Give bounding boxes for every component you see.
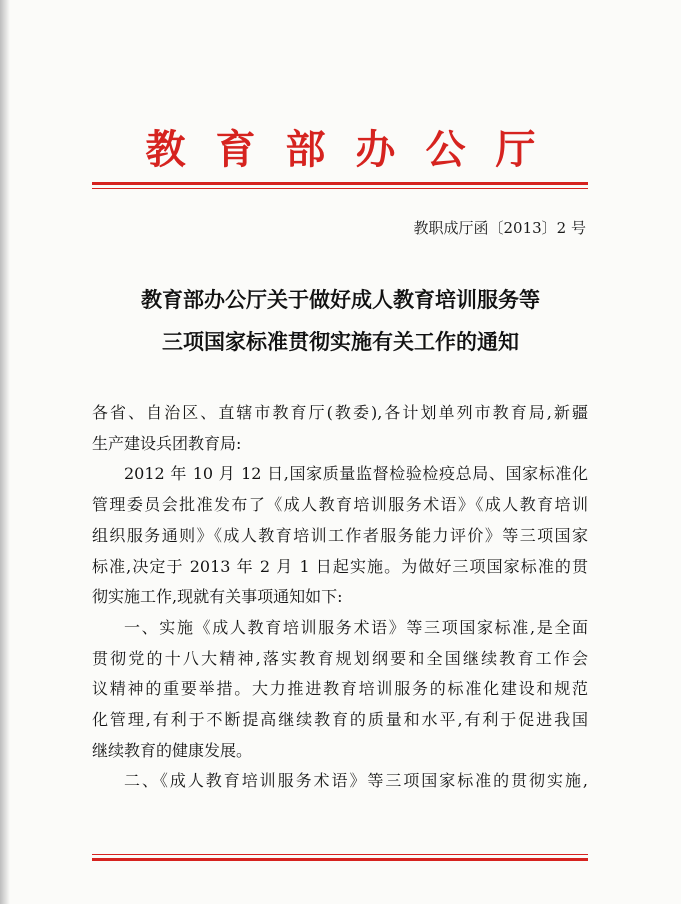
document-number: 教职成厅函〔2013〕2 号	[413, 219, 586, 237]
paragraph-3-line: 二、《成人教育培训服务术语》等三项国家标准的贯彻实施,	[124, 771, 588, 791]
document-body	[92, 398, 588, 797]
document-title-line-2: 三项国家标准贯彻实施有关工作的通知	[162, 329, 519, 354]
paragraph-2-line: 继续教育的健康发展。	[92, 740, 253, 760]
paragraph-1-line: 管理委员会批准发布了《成人教育培训服务术语》《成人教育培训	[92, 495, 588, 515]
paragraph-2-line: 贯彻党的十八大精神,落实教育规划纲要和全国继续教育工作会	[92, 648, 588, 668]
paragraph-1-line: 2012 年 10 月 12 日,国家质量监督检验检疫总局、国家标准化	[124, 464, 588, 484]
paragraph-2-line: 议精神的重要举措。大力推进教育培训服务的标准化建设和规范	[92, 679, 588, 699]
issuing-organization-header: 教育部办公厅	[145, 126, 566, 173]
footer-rule-thick	[92, 858, 588, 861]
paragraph-2-line: 化管理,有利于不断提高继续教育的质量和水平,有利于促进我国	[92, 710, 588, 730]
header-rule-thin	[92, 188, 588, 189]
paragraph-1-line: 标准,决定于 2013 年 2 月 1 日起实施。为做好三项国家标准的贯	[92, 556, 588, 576]
paragraph-1-line: 组织服务通则》《成人教育培训工作者服务能力评价》等三项国家	[92, 525, 588, 545]
salutation-line: 生产建设兵团教育局:	[92, 433, 242, 453]
paragraph-2-line: 一、实施《成人教育培训服务术语》等三项国家标准,是全面	[124, 617, 588, 637]
document-title-line-1: 教育部办公厅关于做好成人教育培训服务等	[141, 287, 540, 312]
footer-rule-thin	[92, 854, 588, 855]
header-rule-thick	[92, 182, 588, 185]
paragraph-1-line: 彻实施工作,现就有关事项通知如下:	[92, 587, 343, 607]
salutation-line: 各省、自治区、直辖市教育厅(教委),各计划单列市教育局,新疆	[92, 403, 588, 422]
